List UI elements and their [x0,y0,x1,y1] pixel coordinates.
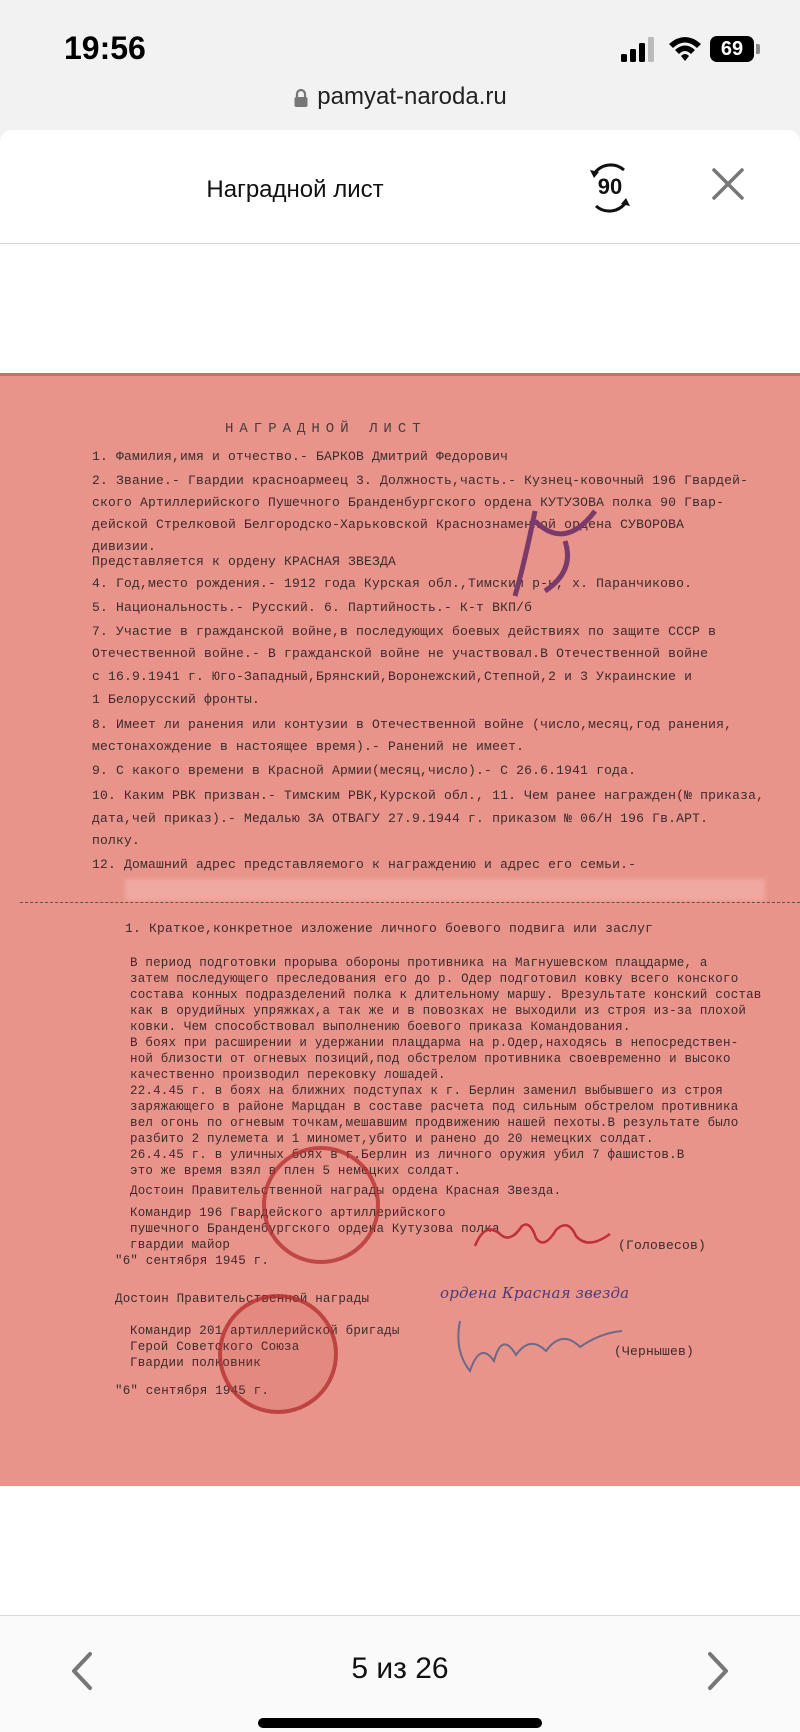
signatory-name: (Чернышев) [614,1344,695,1359]
body-line: Командир 201 артиллерийской бригады [130,1324,400,1338]
doc-line: 4. Год,место рождения.- 1912 года Курская обл.,Тимский р-н, х. Паранчиково. [92,576,693,591]
doc-line: с 16.9.1941 г. Юго-Западный,Брянский,Воронежский,Степной,2 и 3 Украинские и [92,669,693,684]
doc-line: полку. [92,833,141,848]
doc-line: 2. Звание.- Гвардии красноармеец 3. Должность,часть.- Кузнец-ковочный 196 Гвардей- [92,473,749,488]
battery-icon [710,36,762,62]
battery-level: 69 [710,36,754,62]
signature [450,1311,630,1381]
body-line: Достоин Правительственной награды ордена Красная Звезда. [130,1184,562,1198]
divider [20,902,800,903]
signature [470,1216,620,1256]
body-line: 26.4.45 г. в уличных боях в г.Берлин из личного оружия убил 7 фашистов.В [130,1148,685,1162]
doc-line: дата,чей приказ).- Медалью ЗА ОТВАГУ 27.9.1944 г. приказом № 06/Н 196 Гв.АРТ. [92,811,709,826]
body-line: "6" сентября 1945 г. [115,1254,270,1268]
body-line: затем последующего преследования его до р. Одер подготовил ковку всего конского [130,972,739,986]
body-line: качественно производил перековку лошадей. [130,1068,446,1082]
body-line: это же время взял в плен 5 немецких солдат. [130,1164,462,1178]
viewer-header [0,130,800,244]
doc-line: 7. Участие в гражданской войне,в последующих боевых действиях по защите СССР в [92,624,717,639]
body-line: 22.4.45 г. в боях на ближних подступах к г. Берлин заменил выбывшего из строя [130,1084,723,1098]
body-line: как в орудийных упряжках,а так же и в повозках не выходили из строя из-за плохой [130,1004,747,1018]
viewer-title: Наградной лист [206,176,384,203]
body-line: В боях при расширении и удержании плацдарма на р.Одер,находясь в непосредствен- [130,1036,739,1050]
chevron-right-icon[interactable] [698,1646,738,1696]
handwritten-mark [505,501,615,601]
page-indicator: 5 из 26 [351,1652,449,1685]
doc-line: 8. Имеет ли ранения или контузии в Отечественной войне (число,месяц,год ранения, [92,717,733,732]
url-text: pamyat-naroda.ru [317,83,507,110]
document-heading: НАГРАДНОЙ ЛИСТ [225,421,427,437]
scanned-award-sheet [0,373,800,1486]
rotate-label: 90 [597,174,623,199]
body-line: "6" сентября 1945 г. [115,1384,270,1398]
body-line: ковки. Чем способствовал выполнению боевого приказа Командования. [130,1020,631,1034]
section-title: 1. Краткое,конкретное изложение личного боевого подвига или заслуг [125,921,654,936]
body-line: вел огонь по огневым точкам,мешавшим продвижению нашей пехоты.В результате было [130,1116,739,1130]
doc-line: дейской Стрелковой Белгородско-Харьковской Краснознаменной ордена СУВОРОВА [92,517,685,532]
redacted-address [125,879,765,901]
doc-line: 10. Каким РВК призван.- Тимским РВК,Курской обл., 11. Чем ранее награжден(№ приказа, [92,788,765,803]
status-bar [0,0,800,130]
body-line: Герой Советского Союза [130,1340,300,1354]
doc-line: 1 Белорусский фронты. [92,692,261,707]
official-stamp [262,1146,380,1264]
body-line: В период подготовки прорыва обороны противника на Магнушевском плацдарме, а [130,956,708,970]
document-viewer [0,130,800,1731]
body-line: Достоин Правительственной награды [115,1292,370,1306]
address-bar[interactable] [0,83,800,111]
handwritten-award: ордена Красная звезда [440,1284,630,1302]
close-icon[interactable] [700,156,756,212]
body-line: Командир 196 Гвардейского артиллерийского [130,1206,446,1220]
doc-line: 1. Фамилия,имя и отчество.- БАРКОВ Дмитрий Федорович [92,449,509,464]
body-line: Гвардии полковник [130,1356,261,1370]
lock-icon [293,88,309,108]
doc-line: 5. Национальность.- Русский. 6. Партийность.- К-т ВКП/б [92,600,533,615]
doc-line: ского Артиллерийского Пушечного Бранденбургского ордена КУТУЗОВА полка 90 Гвар- [92,495,725,510]
doc-line: Представляется к ордену КРАСНАЯ ЗВЕЗДА [92,554,397,569]
cellular-signal-icon [619,36,657,64]
body-line: ной близости от огневых позиций,под обстрелом противника своевременно и высоко [130,1052,731,1066]
body-line: разбито 2 пулемета и 1 миномет,убито и ранено до 20 немецких солдат. [130,1132,654,1146]
official-stamp [218,1294,338,1414]
doc-line: 9. С какого времени в Красной Армии(месяц,число).- С 26.6.1941 года. [92,763,637,778]
wifi-icon [667,34,703,64]
doc-line: местонахождение в настоящее время).- Ранений не имеет. [92,739,525,754]
body-line: состава конных подразделений полка к длительному маршу. Врезультате конский состав [130,988,762,1002]
doc-line: дивизии. [92,539,157,554]
rotate-button[interactable] [580,160,640,216]
pager-bar [0,1615,800,1732]
doc-line: 12. Домашний адрес представляемого к награждению и адрес его семьи.- [92,857,637,872]
body-line: пушечного Бранденбургского ордена Кутузова полка [130,1222,500,1236]
doc-line: Отечественной войне.- В гражданской войне не участвовал.В Отечественной войне [92,646,709,661]
status-time: 19:56 [64,30,146,66]
home-indicator[interactable] [258,1718,542,1728]
body-line: заряжающего в районе Марцдан в составе расчета под сильным обстрелом противника [130,1100,739,1114]
signatory-name: (Головесов) [618,1238,707,1253]
body-line: гвардии майор [130,1238,231,1252]
